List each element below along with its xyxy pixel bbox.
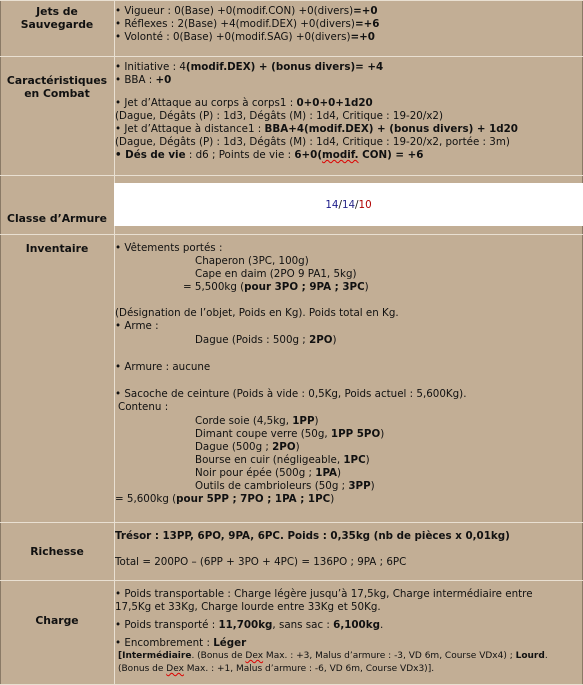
row-divider [0, 0, 583, 1]
belt-pouch-line: • Sacoche de ceinture (Poids à vide : 0,5Kg, Poids actuel : 5,600Kg). [115, 388, 467, 400]
transportable-line-2: 17,5Kg et 33Kg, Charge lourde entre 33Kg et 50Kg. [115, 601, 381, 613]
hit-dice-line: • Dés de vie : d6 ; Points de vie : 6+0(modif. CON) = +6 [115, 149, 424, 161]
combat-label-line2: en Combat [24, 87, 90, 100]
transportable-line: • Poids transportable : Charge légère jusqu’à 17,5kg, Charge intermédiaire entre [115, 588, 533, 600]
ranged-damage-line: (Dague, Dégâts (P) : 1d3, Dégâts (M) : 1d4, Critique : 19-20/x2, portée : 3m) [115, 136, 510, 148]
pouch-total: = 5,600kg (pour 5PP ; 7PO ; 1PA ; 1PC) [115, 493, 335, 505]
ranged-attack-line: • Jet d’Attaque à distance1 : BBA+4(modif.DEX) + (bonus divers) + 1d20 [115, 123, 518, 135]
worn-item: Chaperon (3PC, 100g) [195, 255, 309, 267]
combat-label-line1: Caractéristiques [6, 74, 108, 87]
pouch-item: Dague (500g ; 2PO) [195, 441, 300, 453]
armor-class-touch: 14 [341, 199, 356, 211]
inventory-label: Inventaire [25, 242, 89, 255]
row-divider [0, 580, 583, 581]
save-vigueur: • Vigueur : 0(Base) +0(modif.CON) +0(divers)=+0 [115, 5, 378, 17]
saves-content [115, 5, 379, 44]
armor-class-total: 14 [325, 199, 339, 211]
armor-class-label: Classe d’Armure [7, 212, 107, 225]
pouch-item: Dimant coupe verre (50g, 1PP 5PO) [195, 428, 385, 440]
encumbrance-line: • Encombrement : Léger [115, 637, 247, 649]
wealth-content [115, 530, 510, 569]
combat-content [115, 61, 518, 162]
bba-line: • BBA : +0 [115, 74, 172, 86]
save-reflexes: • Réflexes : 2(Base) +4(modif.DEX) +0(divers)=+6 [115, 18, 380, 30]
saves-label [0, 5, 114, 31]
save-volonte: • Volonté : 0(Base) +0(modif.SAG) +0(divers)=+0 [115, 31, 375, 43]
armor-class-values: 14/14/10 [325, 199, 372, 211]
designation-note: (Désignation de l’objet, Poids en Kg). Poids total en Kg. [115, 307, 399, 319]
saves-label-line2: Sauvegarde [20, 18, 94, 31]
worn-total: = 5,500kg (pour 3PO ; 9PA ; 3PC) [183, 281, 369, 293]
melee-damage-line: (Dague, Dégâts (P) : 1d3, Dégâts (M) : 1d4, Critique : 19-20/x2) [115, 110, 443, 122]
contents-label: Contenu : [118, 401, 169, 413]
carried-weight-line: • Poids transporté : 11,700kg, sans sac : 6,100kg. [115, 619, 384, 631]
wealth-total-line: Total = 200PO – (6PP + 3PO + 4PC) = 136PO ; 9PA ; 6PC [115, 556, 407, 568]
weapon-item: Dague (Poids : 500g ; 2PO) [195, 334, 337, 346]
saves-label-line1: Jets de [36, 5, 78, 18]
wealth-label: Richesse [30, 545, 84, 558]
load-label: Charge [35, 614, 79, 627]
pouch-item: Corde soie (4,5kg, 1PP) [195, 415, 319, 427]
inventory-content [115, 242, 466, 506]
melee-attack-line: • Jet d’Attaque au corps à corps1 : 0+0+0+1d20 [115, 97, 373, 109]
row-divider [0, 175, 583, 176]
pouch-item: Outils de cambrioleurs (50g ; 3PP) [195, 480, 375, 492]
row-divider [0, 56, 583, 57]
encumbrance-note-2: (Bonus de Dex Max. : +1, Malus d’armure : -6, VD 6m, Course VDx3)]. [118, 664, 435, 674]
combat-label [0, 74, 114, 100]
armor-class-band [114, 183, 583, 226]
pouch-item: Bourse en cuir (négligeable, 1PC) [195, 454, 370, 466]
treasure-line: Trésor : 13PP, 6PO, 9PA, 6PC. Poids : 0,35kg (nb de pièces x 0,01kg) [115, 530, 510, 542]
pouch-item: Noir pour épée (500g ; 1PA) [195, 467, 342, 479]
worn-item: Cape en daim (2PO 9 PA1, 5kg) [195, 268, 357, 280]
load-content [115, 588, 548, 676]
weapon-header: • Arme : [115, 320, 159, 332]
armor-line: • Armure : aucune [115, 361, 211, 373]
initiative-line: • Initiative : 4(modif.DEX) + (bonus divers)= +4 [115, 61, 384, 73]
row-divider [0, 522, 583, 523]
armor-class-flat: 10 [358, 199, 372, 211]
worn-header: • Vêtements portés : [115, 242, 223, 254]
row-divider [0, 234, 583, 235]
encumbrance-note-1: [Intermédiaire. (Bonus de Dex Max. : +3, Malus d’armure : -3, VD 6m, Course VDx4) ; Lourd. [118, 651, 548, 661]
